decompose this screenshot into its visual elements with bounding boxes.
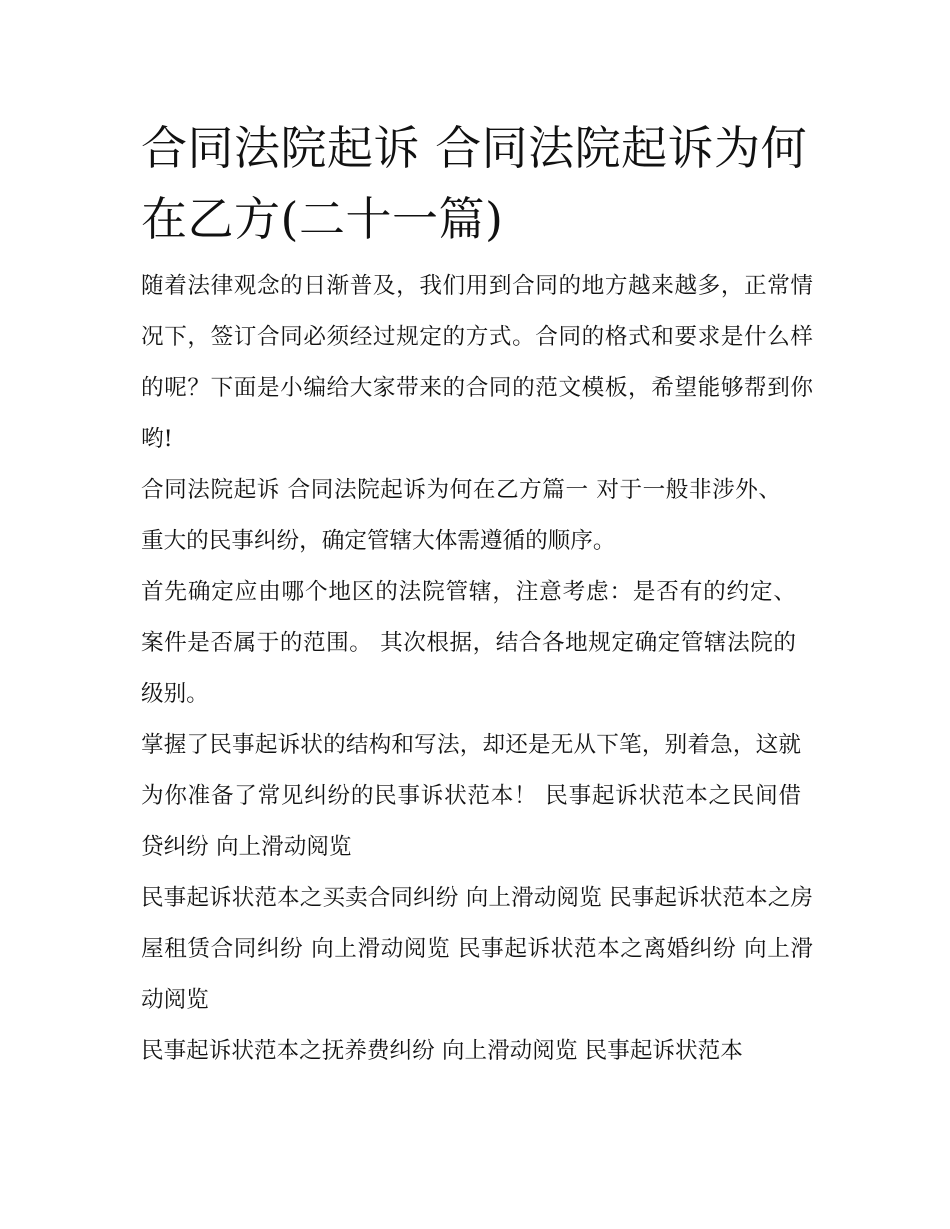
paragraph-complaint-structure: 掌握了民事起诉状的结构和写法，却还是无从下笔，别着急，这就为你准备了常见纠纷的民事诉状范本！ 民事起诉状范本之民间借贷纠纷 向上滑动阅览 <box>141 732 801 860</box>
paragraph-complaint-templates: 民事起诉状范本之买卖合同纠纷 向上滑动阅览 民事起诉状范本之房屋租赁合同纠纷 向上滑动阅览 民事起诉状范本之离婚纠纷 向上滑动阅览 <box>141 885 813 1013</box>
document-title: 合同法院起诉 合同法院起诉为何在乙方(二十一篇) <box>141 121 808 246</box>
paragraph-support-templates: 民事起诉状范本之抚养费纠纷 向上滑动阅览 民事起诉状范本 <box>141 1038 743 1064</box>
paragraph-jurisdiction: 首先确定应由哪个地区的法院管辖，注意考虑：是否有的约定、案件是否属于的范围。 其次根据，结合各地规定确定管辖法院的级别。 <box>141 579 796 707</box>
paragraph-section-one: 合同法院起诉 合同法院起诉为何在乙方篇一 对于一般非涉外、重大的民事纠纷，确定管辖大体需遵循的顺序。 <box>141 477 781 554</box>
paragraph-intro: 随着法律观念的日渐普及，我们用到合同的地方越来越多，正常情况下，签订合同必须经过规定的方式。合同的格式和要求是什么样的呢？下面是小编给大家带来的合同的范文模板，希望能够帮到你哟! <box>141 273 813 452</box>
document-body <box>141 113 813 1077</box>
